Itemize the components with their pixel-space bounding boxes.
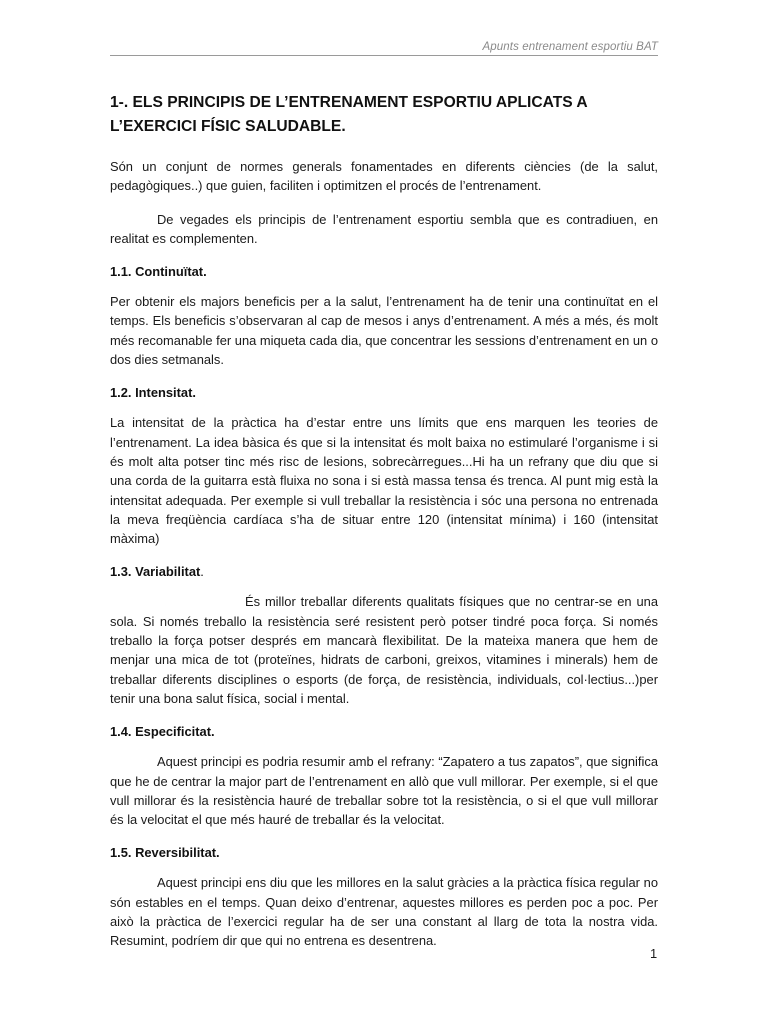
section-heading-especificitat: 1.4. Especificitat.: [110, 724, 215, 740]
section-text-intensitat: La intensitat de la pràctica ha d’estar entre uns límits que ens marquen les teories de l’entrenament. La idea bàsica és que si la intensitat és molt baixa no estimularé l’organisme i si és molt alta potser tinc més risc de lesions, sobrecàrregues...Hi ha un refrany que diu que si una corda de la guitarra està fluixa no sona i si està massa tensa és trenca. Al punt mig està la intensitat adequada. Per exemple si vull treballar la resistència i sóc una persona no entrenada la meva freqüència cardíaca s’ha de situar entre 120 (intensitat mínima) i 160 (intensitat màxima): [110, 415, 658, 547]
intro-paragraph: Són un conjunt de normes generals fonamentades en diferents ciències (de la salut, pedagògiques..) que guien, faciliten i optimitzen el procés de l’entrenament.: [110, 159, 658, 194]
page-number: 1: [650, 946, 658, 961]
intro-paragraph-2: De vegades els principis de l’entrenament esportiu sembla que es contradiuen, en realitat es complementen.: [110, 211, 658, 246]
section-text-reversibilitat: Aquest principi ens diu que les millores en la salut gràcies a la pràctica física regular no són estables en el temps. Quan deixo d’entrenar, aquestes millores es perden poc a poc. Per això la pràctica de l’exercici regular ha de ser una constant al llarg de tota la nostra vida. Resumint, podríem dir que qui no entrena es desentrena.: [110, 875, 658, 949]
section-heading-reversibilitat: 1.5. Reversibilitat.: [110, 845, 220, 861]
section-heading-intensitat: 1.2. Intensitat.: [110, 385, 196, 401]
section-text-continuitat: Per obtenir els majors beneficis per a la salut, l’entrenament ha de tenir una continuïtat en el temps. Els beneficis s’observaran al cap de mesos i anys d’entrenament. A més a més, és molt més recomanable fer una miqueta cada dia, que concentrar les sessions d’entrenament en un o dos dies setmanals.: [110, 294, 658, 368]
document-body: [110, 91, 658, 951]
section-heading-continuitat: 1.1. Continuïtat.: [110, 264, 207, 280]
section-heading-variabilitat-text: 1.3. Variabilitat: [110, 564, 201, 580]
section-text-variabilitat: És millor treballar diferents qualitats físiques que no centrar-se en una sola. Si només treballo la resistència seré resistent però potser tindré poca força. Si només treballo la força potser després em mancarà flexibilitat. De la mateixa manera que hem de menjar una mica de tot (proteïnes, hidrats de carboni, greixos, vitamines i minerals) hem de treballar diferents disciplines o esports (de força, de resistència, individuals, col·lectius...)per tenir una bona salut física, social i mental.: [110, 594, 658, 706]
section-text-especificitat: Aquest principi es podria resumir amb el refrany: “Zapatero a tus zapatos”, que significa que he de centrar la major part de l’entrenament en allò que vull millorar. Per exemple, si el que vull millorar és la resistència hauré de treballar sobre tot la resistència, o si el que vull millorar és la velocitat el que més hauré de treballar és la velocitat.: [110, 754, 658, 828]
section-heading-variabilitat: [110, 562, 658, 581]
header-rule: [110, 55, 658, 56]
document-title: 1-. ELS PRINCIPIS DE L’ENTRENAMENT ESPORTIU APLICATS A L’EXERCICI FÍSIC SALUDABLE.: [110, 94, 588, 135]
running-header: Apunts entrenament esportiu BAT: [482, 41, 658, 53]
section-heading-variabilitat-dot: .: [200, 564, 204, 580]
